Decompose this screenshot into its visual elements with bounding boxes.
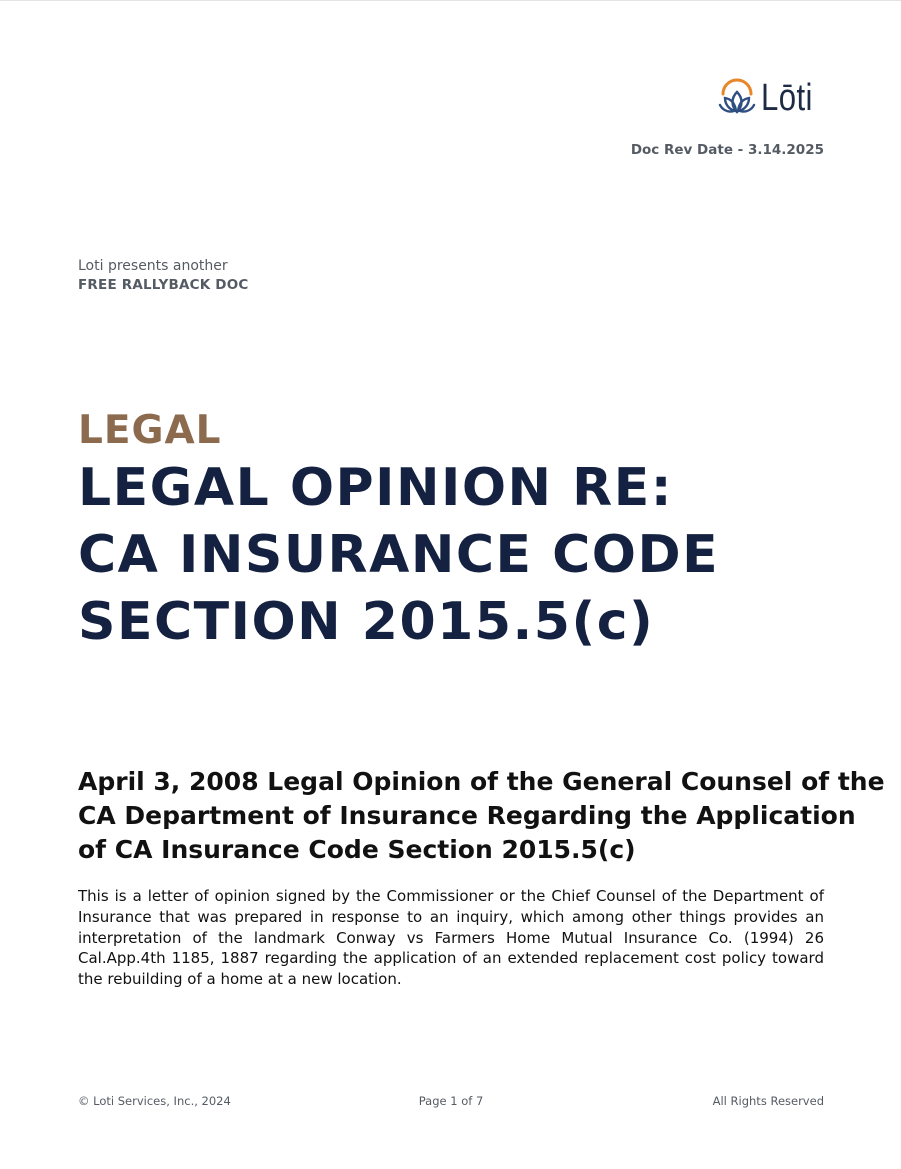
description-paragraph: This is a letter of opinion signed by the Commissioner or the Chief Counsel of the Department of Insurance that was prepared in response to an inquiry, which among other things provides an interpretation of the landmark Conway vs Farmers Home Mutual Insurance Co. (1994) 26 Cal.App.4th 1185, 1887 regarding the application of an extended replacement cost policy toward the rebuilding of a home at a new location. (78, 887, 824, 989)
title-line: CA INSURANCE CODE (78, 525, 720, 585)
page-footer (78, 1094, 824, 1110)
document-subtitle (78, 765, 885, 867)
title-line: LEGAL OPINION RE: (78, 458, 674, 518)
intro-block (78, 257, 248, 295)
intro-line: Loti presents another (78, 258, 228, 274)
logo-wordmark: Lōti (760, 77, 813, 119)
doc-rev-date: Doc Rev Date - 3.14.2025 (630, 142, 824, 158)
subtitle-line: CA Department of Insurance Regarding the Application (78, 801, 856, 830)
brand-logo (717, 78, 824, 118)
category-label: LEGAL (78, 408, 222, 453)
subtitle-line: April 3, 2008 Legal Opinion of the General Counsel of the (78, 767, 885, 796)
title-line: SECTION 2015.5(c) (78, 592, 655, 652)
intro-tagline: FREE RALLYBACK DOC (78, 277, 249, 293)
subtitle-line: of CA Insurance Code Section 2015.5(c) (78, 835, 636, 864)
top-divider (0, 0, 901, 1)
lotus-icon (717, 78, 757, 118)
footer-copyright: © Loti Services, Inc., 2024 (78, 1094, 231, 1108)
document-title (78, 455, 858, 656)
footer-rights: All Rights Reserved (712, 1094, 824, 1108)
footer-page-number: Page 1 of 7 (418, 1094, 484, 1108)
